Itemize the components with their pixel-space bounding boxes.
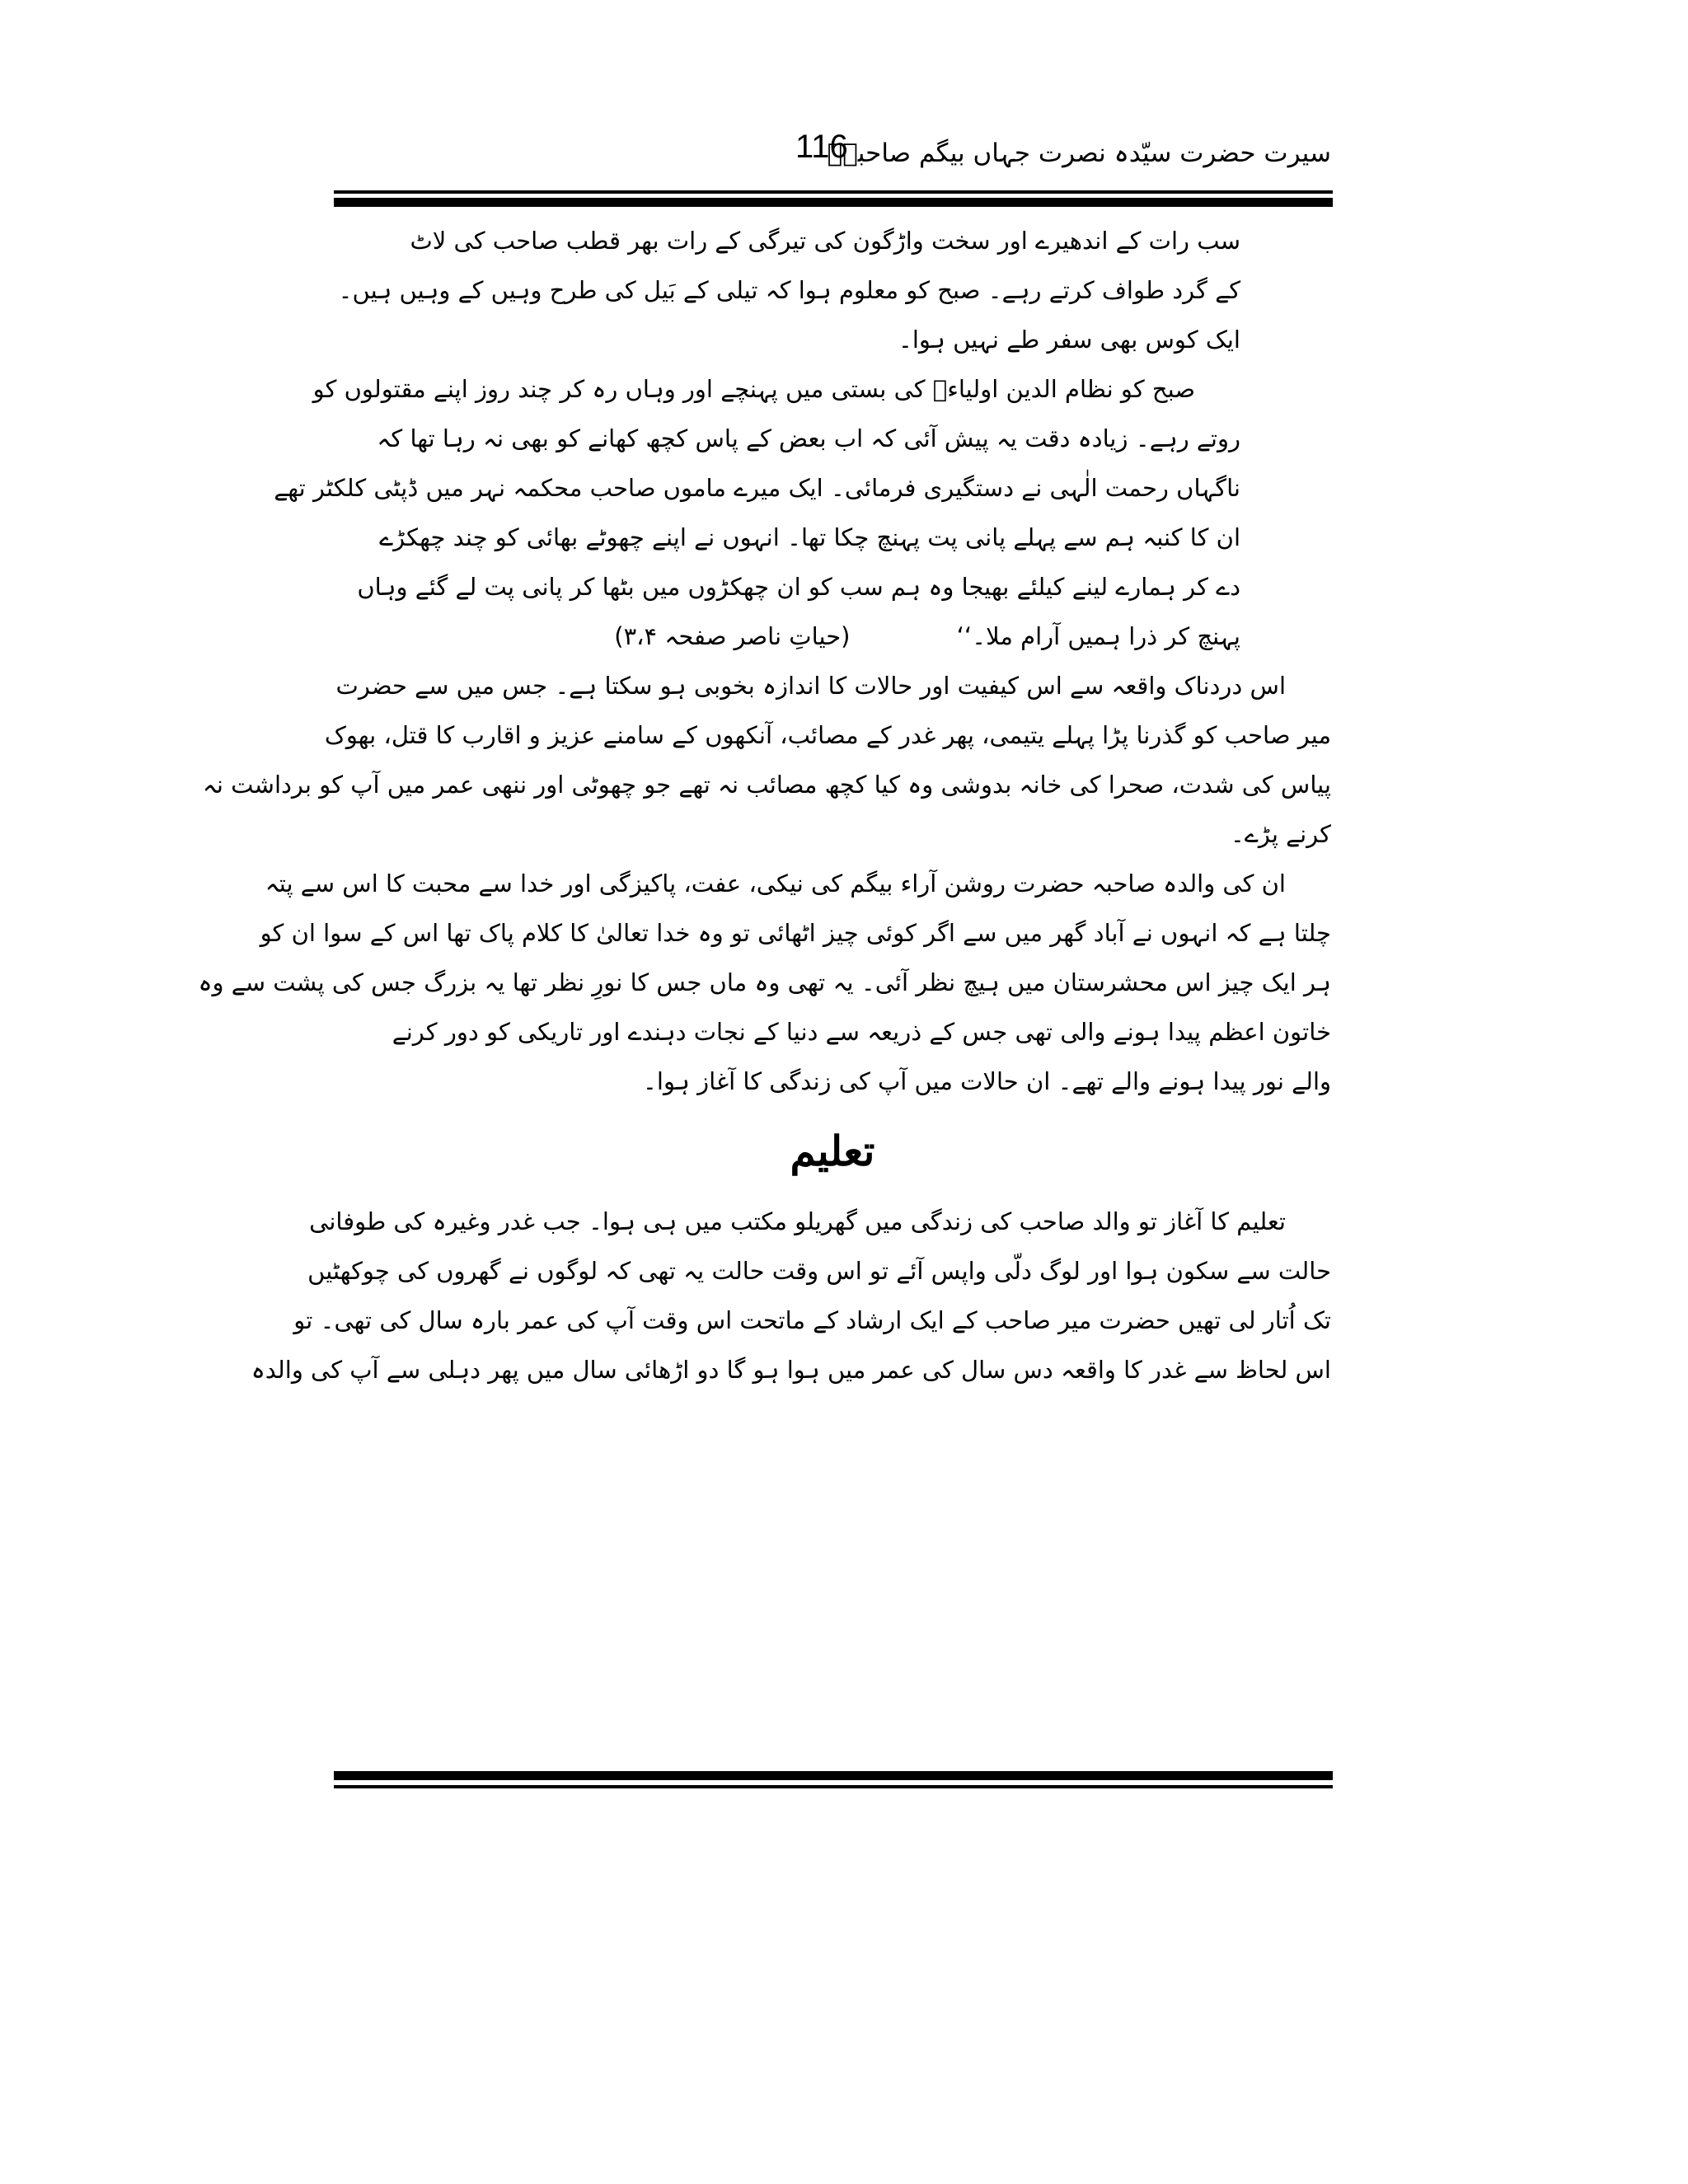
page-number: 116 [795, 129, 848, 165]
quote-line: روتے رہے۔ زیادہ دقت یہ پیش آئی کہ اب بعض کے پاس کچھ کھانے کو بھی نہ رہا تھا کہ [377, 424, 1240, 452]
paragraph-1 [202, 661, 1331, 859]
block-quote [274, 216, 1331, 661]
paragraph-line: کرنے پڑے۔ [1230, 820, 1331, 848]
quote-line: ناگہاں رحمت الٰہی نے دستگیری فرمائی۔ ایک میرے ماموں صاحب محکمہ نہر میں ڈپٹی کلکٹر تھے [274, 474, 1240, 502]
paragraph-2 [198, 859, 1331, 1106]
paragraph-line: چلتا ہے کہ انہوں نے آباد گھر میں سے اگر کوئی چیز اٹھائی تو وہ خدا تعالیٰ کا کلام پاک تھا اس کے سوا ان کو [260, 919, 1331, 947]
header-rule-thin [334, 190, 1333, 194]
footer-rule-thick [334, 1771, 1333, 1780]
paragraph-line: تعلیم کا آغاز تو والد صاحب کی زندگی میں گھریلو مکتب میں ہی ہوا۔ جب غدر وغیرہ کی طوفانی [309, 1207, 1286, 1235]
section-heading: تعلیم [790, 1127, 875, 1175]
quote-line: ایک کوس بھی سفر طے نہیں ہوا۔ [898, 326, 1240, 354]
page-body [198, 216, 1331, 1394]
paragraph-3 [251, 1197, 1331, 1394]
quote-last-line [424, 612, 1240, 661]
quote-closing-text: پہنچ کر ذرا ہمیں آرام ملا۔‘‘ [956, 622, 1240, 650]
footer-rule-thin [334, 1785, 1333, 1788]
paragraph-line: پیاس کی شدت، صحرا کی خانہ بدوشی وہ کیا کچھ مصائب نہ تھے جو چھوٹی اور ننھی عمر میں آپ کو برداشت نہ [202, 771, 1331, 799]
paragraph-line: خاتون اعظم پیدا ہونے والی تھی جس کے ذریعہ سے دنیا کے نجات دہندے اور تاریکی کو دور کرنے [392, 1018, 1331, 1046]
paragraph-line: اس دردناک واقعہ سے اس کیفیت اور حالات کا اندازہ بخوبی ہو سکتا ہے۔ جس میں سے حضرت [335, 672, 1286, 700]
paragraph-line: میر صاحب کو گذرنا پڑا پہلے یتیمی، پھر غدر کے مصائب، آنکھوں کے سامنے عزیز و اقارب کا قتل، بھوک [324, 721, 1331, 749]
header-rule-thick [334, 198, 1333, 207]
quote-line: صبح کو نظام الدین اولیاءؒ کی بستی میں پہنچے اور وہاں رہ کر چند روز اپنے مقتولوں کو [312, 375, 1195, 403]
quote-line: ان کا کنبہ ہم سے پہلے پانی پت پہنچ چکا تھا۔ انہوں نے اپنے چھوٹے بھائی کو چند چھکڑے [379, 523, 1240, 551]
paragraph-line: ہر ایک چیز اس محشرستان میں ہیچ نظر آئی۔ یہ تھی وہ ماں جس کا نورِ نظر تھا یہ بزرگ جس کی پشت سے وہ [198, 968, 1331, 996]
running-title: سیرت حضرت سیّدہ نصرت جہاں بیگم صاحبہؓ [827, 138, 1331, 168]
paragraph-line: اس لحاظ سے غدر کا واقعہ دس سال کی عمر میں ہوا ہو گا دو اڑھائی سال میں پھر دہلی سے آپ کی والدہ [251, 1356, 1331, 1384]
page-header [334, 124, 1331, 190]
paragraph-line: والے نور پیدا ہونے والے تھے۔ ان حالات میں آپ کی زندگی کا آغاز ہوا۔ [642, 1067, 1331, 1095]
paragraph-line: ان کی والدہ صاحبہ حضرت روشن آراء بیگم کی نیکی، عفت، پاکیزگی اور خدا سے محبت کا اس سے پتہ [265, 869, 1286, 898]
quote-citation: (حیاتِ ناصر صفحہ ۳،۴) [614, 622, 851, 650]
paragraph-line: تک اُتار لی تھیں حضرت میر صاحب کے ایک ارشاد کے ماتحت اس وقت آپ کی عمر بارہ سال کی تھی۔ تو [293, 1306, 1331, 1334]
paragraph-line: حالت سے سکون ہوا اور لوگ دلّی واپس آئے تو اس وقت حالت یہ تھی کہ لوگوں نے گھروں کی چوکھٹیں [307, 1257, 1331, 1285]
quote-line: دے کر ہمارے لینے کیلئے بھیجا وہ ہم سب کو ان چھکڑوں میں بٹھا کر پانی پت لے گئے وہاں [357, 573, 1240, 601]
quote-line: کے گرد طواف کرتے رہے۔ صبح کو معلوم ہوا کہ تیلی کے بَیل کی طرح وہیں کے وہیں ہیں۔ [338, 276, 1240, 304]
quote-line: سب رات کے اندھیرے اور سخت واڑگون کی تیرگی کے رات بھر قطب صاحب کی لاٹ [410, 227, 1240, 255]
